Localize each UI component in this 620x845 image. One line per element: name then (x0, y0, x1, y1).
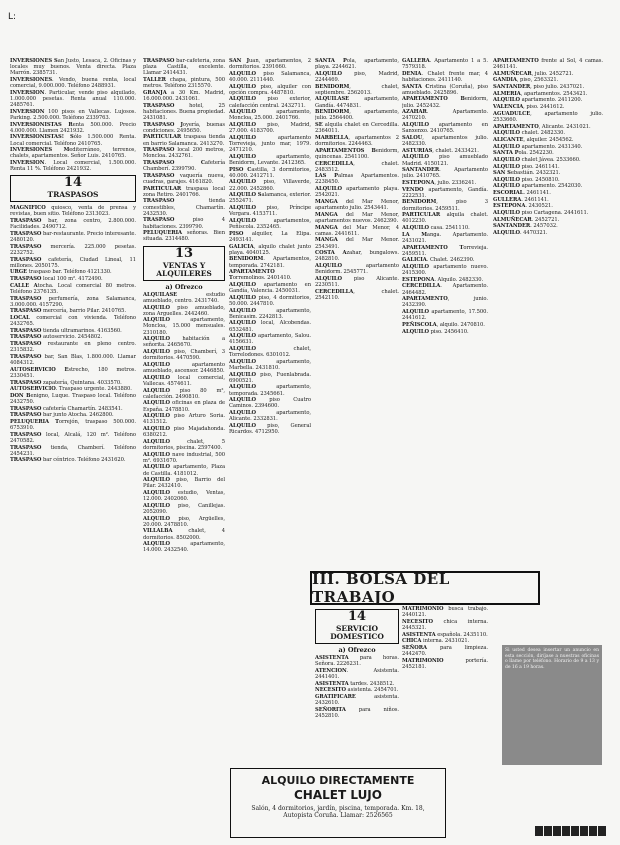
classified-ad: PARTICULAR alquila chalet. 4012230. (402, 212, 488, 225)
classified-ad: SANTANDER. 2457032. (493, 223, 558, 230)
classified-ad: ALQUILO apartamento amueblado, ascensor. 2446850. (143, 361, 225, 375)
classified-ad: ESTEPONA. 2430521. (493, 203, 553, 210)
column-4 (315, 58, 399, 563)
classified-ad: ALQUILO piso, 4 dormitorios, 50.000. 2447810. (229, 294, 311, 307)
column-5 (402, 58, 488, 563)
section-header-box (143, 246, 225, 281)
column-6 (493, 58, 603, 633)
classified-ad: ALQUILO casa. 2541110. (402, 225, 470, 232)
ad-subheadline: CHALET LUJO (294, 788, 382, 802)
classified-ad: BENIDORM, chalet, septiembre. 2562013. (315, 83, 399, 96)
classified-ad: TRASPASO Joyería, buenas condiciones. 2495650. (143, 121, 225, 134)
classified-ad: ESTEPONA. Alquilo. 2482330. (402, 276, 484, 283)
classified-ad: URGE traspaso bar. Teléfono 4121330. (10, 269, 112, 276)
classified-ad: ALQUILO piso Cuatro Caminos. 2394600. (229, 397, 311, 410)
classified-ad: INVERSIONES San Justo, Lesaca, 2. Oficinas y locales muy buenos. Venta directa. Plaza Marrón. 2385731. (10, 58, 136, 77)
classified-ad: ASTURIAS, chalet. 2433421. (402, 147, 479, 154)
bottom-left-column (10, 600, 136, 836)
classified-ad: ALQUILO piso. 2461141. (493, 163, 560, 170)
classified-ad: APARTAMENTOS Benidorm, quincenas. 2541100. (315, 147, 399, 160)
classified-ad: TRASPASO tienda, Chamberí. Teléfono 2454231. (10, 444, 136, 457)
classified-ad: ALQUILO apartamento, temporada. 2345661. (229, 384, 311, 397)
classified-ad: TRASPASO mercería. 225.000 pesetas. 2232752. (10, 243, 136, 256)
classified-ad: ATENCION. Asistenta. 2441401. (315, 667, 399, 681)
classified-ad: LOCAL comercial con vivienda. Teléfono 2432765. (10, 314, 136, 328)
classified-ad: ALQUILO chalet Jávea. 2533660. (493, 156, 581, 163)
classified-ad: BENIDORM. Apartamentos, temporada. 2742181. (229, 256, 311, 269)
classified-ad: TRASPASO perfumería, zona Salamanca, 3.000.000. 4157290. (10, 295, 136, 308)
classified-ad: GRANJA a 30 Km. Madrid, 16.000.000. 2431061. (143, 89, 225, 102)
classified-ad: SANTANDER. Apartamento julio. 2410765. (402, 167, 488, 180)
classified-ad: MAGNIFICO quiosco, venta de prensa y revistas, buen sitio. Teléfono 2313023. (10, 205, 136, 218)
classified-ad: ALQUILO piso. 2456410. (402, 328, 469, 335)
classified-ad: ALQUILO nave industrial, 500 m². 6931670. (143, 451, 225, 464)
classified-ad: ALQUILO piso, General Ricardos. 4712950. (229, 422, 311, 436)
classified-ad: SEÑORITA para niños. 2452810. (315, 706, 399, 720)
classified-ad: TRASPASO zapatería, Quintana. 4033570. (10, 379, 122, 386)
classified-ad: ALQUILO apartamento Torrevieja, junto mar, 1979. 2471210. (229, 134, 311, 154)
classified-ad: MATRIMONIO busca trabajo. 2440121. (402, 606, 488, 619)
classified-ad: MANGA del Mar Menor, apartamento julio. 2543441. (315, 198, 399, 212)
classified-ad: ALQUILO piso Cartagena. 2441611. (493, 210, 589, 217)
classified-ad: PISO alquiler, La Elipa. 2493141. (229, 230, 311, 243)
classified-ad: SAN Sebastián. 2432321. (493, 170, 561, 177)
classified-ad: ALQUILO piso Alicante. 2230511. (315, 275, 399, 288)
classified-ad: ALQUILO chalet, 5 dormitorios, piscina. 2597400. (143, 438, 225, 451)
classified-ad: ALQUILO apartamento, Marbella. 2431810. (229, 358, 311, 371)
section-number: 14 (348, 609, 366, 624)
ad-body: Salón, 4 dormitorios, jardín, piscina, temporada. Km. 18, Autopista Coruña. Llamar: 2526565 (251, 805, 425, 819)
classified-ad: ALQUILO apartamento en Sanxenxo. 2410765. (402, 122, 488, 135)
section-header-box (10, 175, 136, 202)
section-number: 14 (64, 175, 82, 191)
classified-ad: ALQUILO apartamento, Benicasim. 2242813. (229, 307, 311, 320)
classified-ad: SANTA Cristina (Coruña), piso amueblado. 2425896. (402, 83, 488, 96)
lower-column-3 (493, 606, 501, 636)
classified-ad: ALQUILO local comercial, Vallecas. 4574611. (143, 374, 225, 387)
classified-ad: SANTA Pola, apartamento, playa. 2244621. (315, 58, 399, 71)
classified-ad: ALICANTE, alquiler. 2454562. (493, 136, 574, 143)
classified-ad: GRATIFICARE asistenta. 2432610. (315, 694, 399, 707)
classified-ad: ALQUILO apartamento, 14.000. 2432540. (143, 541, 225, 554)
classified-ad: ALQUILO Salamanca, exterior. 2552471. (229, 192, 311, 205)
classified-ad: AGUADULCE, apartamento julio. 2533660. (493, 110, 603, 123)
classified-ad: VILLALBA chalet, 4 dormitorios. 8502000. (143, 528, 225, 541)
classified-ad: ALMUÑECAR. 2452721. (493, 216, 560, 223)
classified-ad: ALQUILO oficinas en plaza de España. 2478810. (143, 400, 225, 413)
classified-ad: TRASPASO hotel, 25 habitaciones. Buena propiedad. 2431081. (143, 102, 225, 121)
classified-ad: ALQUILO local, Alcobendas. 6532481. (229, 320, 311, 333)
classified-ad: ALQUILO. 4470321. (493, 230, 548, 237)
classified-ad: ALQUILASE estudio amueblado, centro. 2431740. (143, 291, 225, 304)
classified-ad: ALQUILO piso, Príncipe Vergara. 4153711. (229, 205, 311, 218)
classified-ad: INVERSIONES. Vendo, buena renta, local comercial, 9.000.000. Teléfono 2488931. (10, 76, 136, 90)
classified-ad: ALQUILO piso amueblado, zona Arguelles. 2442460. (143, 304, 225, 317)
classified-ad: ESTEPONA, julio. 2336241. (402, 179, 477, 186)
classified-ad: CALLE Atocha. Local comercial 80 metros. Teléfono 2376135. (10, 282, 136, 295)
classified-ad: ASISTENTA para horas. Señora. 2226231. (315, 655, 399, 668)
classified-ad: AZAHAR. Apartamento. 2470210. (402, 109, 488, 122)
classified-ad: ALQUILO apartamento en Gandía, Valencia. 2450031. (229, 281, 311, 295)
classified-ad: TRASPASO Cafetería Chamberí. 2399790. (143, 160, 225, 173)
classified-ad: ALQUILO apartamento, Alicante. 2332831. (229, 410, 311, 423)
classified-ad: AUTOSERVICIO. Traspaso urgente. 2443880. (10, 386, 132, 393)
classified-ad: ALQUILO apartamento, Salou. 4156631. (229, 333, 311, 346)
classified-ad: SALOU, apartamentos julio. 2482330. (402, 134, 488, 148)
classified-ad: APARTAMENTO, junio. 2432390. (402, 296, 488, 309)
classified-ad: APARTAMENTO Torremolinos. 2401410. (229, 269, 292, 282)
classified-ad: APARTAMENTO Torrevieja. 2459511. (402, 244, 488, 257)
classified-ad: LA Manga. Apartamento. 2431021. (402, 231, 488, 244)
ad-headline: ALQUILO DIRECTAMENTE (261, 774, 415, 787)
classified-ad: ALQUILO piso, Canillejas. 2052090. (143, 502, 225, 515)
classified-ad: ALQUILO apartamento. 2411200. (493, 97, 583, 104)
classified-ad: ALQUILO piso, Fuenlabrada. 6900521. (229, 371, 311, 384)
classified-ad: NECESITO chica interna. 2445321. (402, 618, 488, 631)
classified-ad: INVERSIONISTAS Renta 500.000. Precio 4.000.000. Llamen 2421932. (10, 121, 136, 134)
classified-ad: APARTAMENTO Benidorm, julio. 2452432. (402, 96, 488, 109)
column-2 (143, 58, 225, 834)
classified-ad: TRASPASO tienda comestibles, Chamartín. 2432530. (143, 198, 225, 217)
classified-ad: ALQUILO apartamento. 2542030. (493, 183, 583, 190)
classified-ad: MANGA del Mar Menor, apartamentos nuevos. 2462390. (315, 211, 399, 224)
classified-ad: VALENCIA, piso. 2441612. (493, 104, 565, 111)
classified-ad: ALQUILASE apartamento, Gandía. 4474831. (315, 96, 399, 109)
corner-mark: L: (8, 12, 17, 22)
classified-ad: ALMERIA, apartamentos. 2543421. (493, 90, 588, 97)
classified-ad: ALQUILO apartamento, Moncloa, 15.000 mensuales. 2310180. (143, 317, 225, 336)
classified-ad: PISO Castilla, 3 dormitorios, 40.000. 2412711. (229, 166, 311, 179)
classified-ad: ALQUILO piso amueblado Madrid. 4150121. (402, 154, 488, 167)
classified-ad: TALLER chapa, pintura, 500 metros. Teléfono 2315570. (143, 76, 225, 90)
classified-ad: ASISTENTA tardes. 2438512. (315, 680, 395, 687)
classified-ad: CERCEDILLA, chalet. 2542110. (315, 288, 399, 301)
classified-ad: APARTAMENTO frente al Sol, 4 camas. 2461141. (493, 58, 603, 71)
section-number: 13 (175, 245, 193, 261)
classified-ad: MATRIMONIO portería. 2452181. (402, 657, 488, 670)
classified-ad: LAS Palmas Apartamentos. 2238450. (315, 173, 399, 186)
classified-ad: GALLERA. Apartamento 1 a 5. 7579318. (402, 58, 488, 71)
classified-ad: INVERSIONISTAS! Sólo 1.500.000 Renta. Local comercial. Teléfono 2410765. (10, 134, 136, 147)
classified-ad: CERCEDILLA, chalet. 2483512. (315, 160, 399, 173)
classified-ad: ALQUILO apartamento nuevo. 2415300. (402, 264, 488, 277)
classified-ad: DON Benigno, Luque. Traspaso local. Teléfono 2432750. (10, 392, 136, 405)
classified-ad: ALQUILO piso. 2450810. (493, 176, 560, 183)
classified-ad: ALQUILO apartamento, Benidorm, Levante. 2412365. (229, 153, 311, 166)
classified-ad: INVERSION. Particular, vende piso alquilado, 1.000.000 pesetas. Renta anual 110.000. 2485761. (10, 89, 136, 109)
classified-ad: SEÑORA para limpieza. 2442470. (402, 644, 488, 658)
section-subheading: a) Ofrezco (165, 282, 203, 291)
classified-ad: TRASPASO piso 4 habitaciones. 2399790. (143, 217, 225, 230)
classified-ad: CERCEDILLA. Apartamento. 2464482. (402, 283, 488, 296)
classified-ad: MANGA del Mar Menor. 2543491. (315, 237, 399, 250)
classified-ad: ALQUILO apartamento. 2431340. (493, 143, 583, 150)
classified-ad: ALQUILO apartamento Benidorm. 2545771. (315, 263, 399, 276)
classified-ad: GALICIA, alquilo chalet junto playa. 4040125. (229, 243, 311, 256)
classified-ad: ALQUILO piso Salamanca, 40.000. 2111440. (229, 70, 311, 83)
classified-ad: ALQUILO piso, Villaverde, 22.000. 2452860. (229, 179, 311, 192)
classified-ad: TRASPASO local 100 m². 4172490. (10, 276, 103, 283)
classified-ad: TRASPASO autoservicio. 2454802. (10, 334, 102, 341)
section-subheading: a) Ofrezco (338, 646, 376, 654)
section-title: VENTAS Y ALQUILERES (156, 260, 212, 278)
classified-ad: BENIDORM, piso 3 dormitorios. 2459511. (402, 199, 488, 212)
classified-ad: TRASPASO tienda ultramarinos. 4163560. (10, 327, 122, 334)
classified-ad: INVERSION 100 pisos en Vallecas. Lujosos. Parking. 2.500.000. Teléfono 2339763. (10, 108, 136, 121)
classified-ad: MARBELLA, apartamentos 2 dormitorios. 2244463. (315, 134, 399, 148)
classified-ad: ALQUILO piso, alquiler con opción compra. 4487810. (229, 83, 311, 96)
classified-ad: ALQUILO habitación a señorita. 2465670. (143, 336, 225, 349)
classified-ad: TRASPASO vaquería nueva, cuadras, garajes. 4161820. (143, 172, 225, 185)
publisher-logo (535, 826, 606, 836)
classified-ad: TRASPASO local, Alcalá, 120 m². Teléfono 2470582. (10, 431, 136, 444)
chalet-ad-box (230, 768, 446, 838)
classified-ad: TRASPASO restaurante en pleno centro. 2315832. (10, 341, 136, 354)
classified-ad: APARTAMENTO, Alicante. 2431021. (493, 123, 591, 130)
classified-ad: AUTOSERVICIO Estrecho, 180 metros. 2330451. (10, 366, 136, 379)
classified-ad: ALQUILO chalet, Torrelodones. 6301012. (229, 346, 311, 359)
section-title: TRASPASOS (47, 190, 99, 200)
classified-ad: ALMUÑECAR, julio. 2452721. (493, 70, 574, 77)
classified-ad: SANTANDER, piso julio. 2437021. (493, 84, 585, 91)
classified-ad: PELUQUERIA Torrejón, traspaso 500.000. 6753910. (10, 418, 136, 432)
classified-ad: VENDO apartamento, Gandía. 2222531. (402, 186, 488, 199)
section-title: SERVICIO DOMESTICO (330, 624, 384, 641)
classified-ad: INVERSION. Local comercial, 1.500.000. Renta 11 %. Teléfono 2421932. (10, 160, 136, 173)
classified-ad: ASISTENTA española. 2435110. (402, 631, 488, 638)
classified-ad: INVERSIONES Mediterráneo, terrenos, chalets, apartamentos. Señor Luis. 2410765. (10, 147, 136, 160)
classified-ad: ALQUILO apartamentos, Peñíscola. 2352465. (229, 217, 311, 231)
classified-ad: TRASPASO bar céntrico. Teléfono 2431620. (10, 457, 126, 464)
classified-ad: ALQUILO apartamento playa. 2542021. (315, 186, 399, 199)
classified-ad: PARTICULAR traspasa tienda en barrio Salamanca. 2413270. (143, 134, 225, 147)
classified-ad: TRASPASO bar, San Blas, 1.800.000. Llamar 4084312. (10, 353, 136, 367)
classified-ad: DENIA. Chalet frente mar, 4 habitaciones. 2411140. (402, 70, 488, 83)
section-header-box (315, 609, 399, 644)
lower-column-2 (402, 606, 488, 764)
classified-ad: ALQUILO piso, Madrid, 27.000. 4183700. (229, 122, 311, 135)
classified-ad: ALQUILO apartamento, Plaza de Castilla. 4181012. (143, 464, 225, 477)
bolsa-del-trabajo-banner: III. BOLSA DEL TRABAJO (310, 571, 540, 605)
classified-ad: ALQUILO chalet. 2482330. (493, 130, 565, 137)
classified-ad: SANTA Pola. 2542230. (493, 150, 554, 157)
classified-ad: GANDIA, piso, 2563321. (493, 77, 559, 84)
classified-ad: PEÑISCOLA, alquilo. 2470810. (402, 321, 485, 328)
classified-ad: TRASPASO bar junto Atocha. 2462800. (10, 412, 114, 419)
classified-ad: NECESITO asistenta. 2454701. (315, 687, 399, 694)
classified-ad: ALQUILO apartamento, 17.500. 2441612. (402, 309, 488, 322)
classified-ad: GULLERA. 2461141. (493, 196, 549, 203)
classified-ad: TRASPASO cafetería, Ciudad Lineal, 11 millones. 2050175. (10, 256, 136, 269)
classified-ad: TRASPASO mercería, barrio Pilar. 2410765. (10, 308, 126, 315)
classified-ad: TRASPASO cafetería Chamartín. 2483541. (10, 405, 123, 412)
classified-ad: ALQUILO piso, Barrio del Pilar. 2432410. (143, 477, 225, 490)
classified-ad: TRASPASO bar-restaurante. Precio interesante. 2480120. (10, 230, 136, 244)
grey-notice-box: Si usted desea insertar un anuncio en esta sección, diríjase a nuestras oficinas o llame por teléfono. Horario de 9 a 13 y de 16 a 19 horas. (502, 645, 602, 765)
classified-ad: ALQUILO piso, Chamberí, 3 dormitorios. 4470590. (143, 349, 225, 362)
classified-ad: BENIDORM, apartamento, julio. 2564400. (315, 109, 399, 122)
classified-ad: TRASPASO bar, zona centro, 2.800.000. Facilidades. 2490712. (10, 218, 136, 231)
classified-ad: PARTICULAR traspasa local zona Retiro. 2401766. (143, 185, 225, 198)
classified-ad: CHICA interna. 2431021. (402, 638, 470, 645)
classified-ad: ALQUILO apartamento, Moncloa, 25.000. 2401766. (229, 109, 311, 122)
classified-ad: ALQUILO piso Arturo Soria. 4131512. (143, 413, 225, 426)
classified-ad: GALICIA. Chalet. 2462390. (402, 257, 475, 264)
classified-ad: ESCORIAL. 2461141. (493, 190, 551, 197)
classified-ad: SAN Juan, apartamentos, 2 dormitorios. 2391660. (229, 58, 311, 71)
classified-ad: SE alquila chalet en Cercedilla. 2364011. (315, 122, 399, 135)
classified-ad: ALQUILO piso, Argüelles, 20.000. 2478810. (143, 515, 225, 528)
classified-ad: COSTA Azahar, bungalows. 2482810. (315, 250, 399, 263)
classified-ad: ALQUILO piso exterior, calefacción central. 2432711. (229, 96, 311, 109)
classified-ad: TRASPASO bar-cafetería, zona plaza Castilla, excelente. Llamar 2414431. (143, 58, 225, 77)
classified-ad: MANGA del Mar Menor, 4 camas. 2441611. (315, 224, 399, 237)
classified-ad: PELUQUERIA señoras. Bien situada. 2314480. (143, 230, 225, 243)
column-1 (10, 58, 136, 603)
classified-ad: ALQUILO piso, Madrid, 2244469. (315, 70, 399, 83)
classified-ad: ALQUILO estudio, Ventas, 12.000. 2402060. (143, 490, 225, 503)
lower-column-1 (315, 606, 399, 764)
classified-ad: ALQUILO piso Majadahonda. 6380212. (143, 425, 225, 439)
column-3 (229, 58, 311, 563)
classified-ad: ALQUILO piso 80 m², calefacción. 2490810. (143, 387, 225, 400)
classified-ad: TRASPASO local 200 metros, Moncloa. 2432761. (143, 147, 225, 160)
bottom-middle-column (448, 768, 498, 836)
